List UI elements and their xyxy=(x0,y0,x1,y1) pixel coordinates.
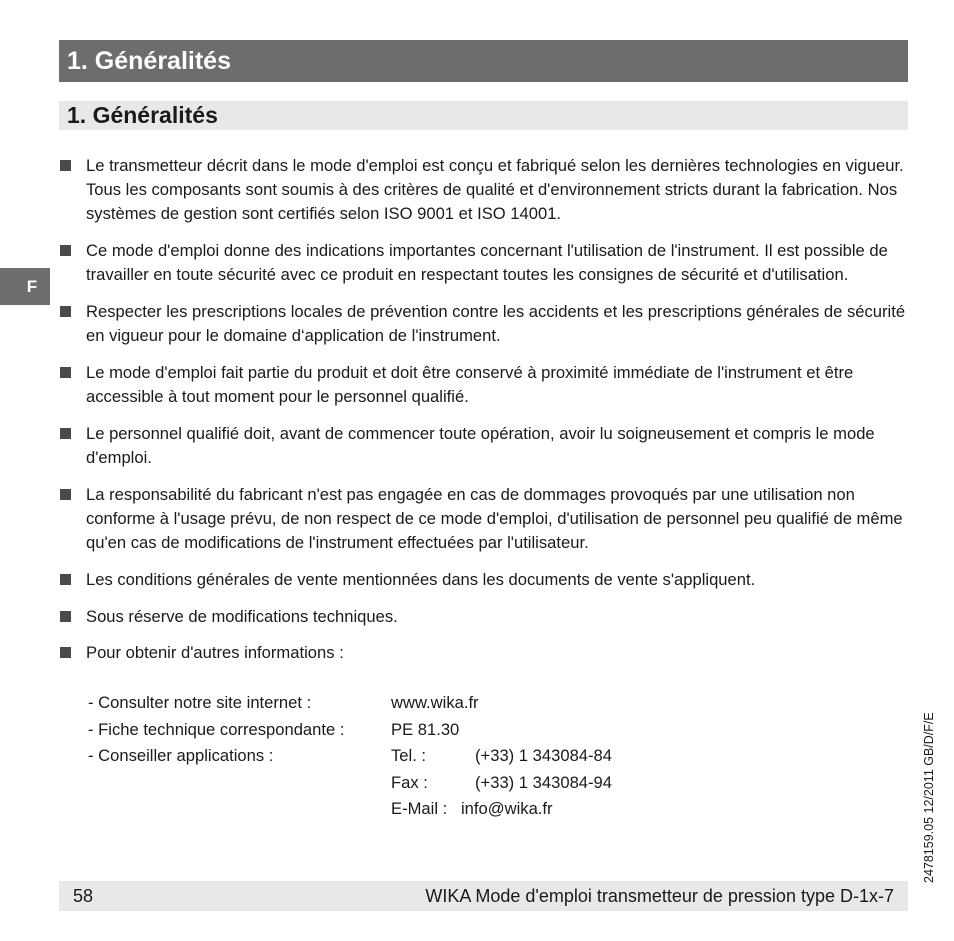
list-item xyxy=(60,568,910,592)
datasheet-label: - Fiche technique correspondante : xyxy=(88,719,345,739)
page-footer xyxy=(59,881,908,911)
list-item xyxy=(60,605,910,629)
fax-value: (+33) 1 343084-94 xyxy=(475,772,613,792)
fax-key: Fax : xyxy=(391,772,428,792)
list-item xyxy=(60,300,910,348)
document-code: 2478159.05 12/2011 GB/D/F/E xyxy=(922,712,936,883)
section-title: 1. Généralités xyxy=(59,101,908,130)
bullet-square-icon xyxy=(60,647,71,658)
list-item xyxy=(60,154,910,227)
footer-doc-title: WIKA Mode d'emploi transmetteur de pression type D-1x-7 xyxy=(425,886,894,906)
datasheet-value: PE 81.30 xyxy=(391,719,460,739)
bullet-text: Ce mode d'emploi donne des indications importantes concernant l'utilisation de l'instrument. Il est possible de travailler en toute sécurité avec ce produit en respectant toutes les consignes de sécurité et d'utilisation. xyxy=(86,241,888,285)
email-key: E-Mail : xyxy=(391,799,448,818)
bullet-square-icon xyxy=(60,160,71,171)
language-tab: F xyxy=(0,268,50,305)
list-item xyxy=(60,641,910,665)
list-item xyxy=(60,422,910,470)
bullet-square-icon xyxy=(60,367,71,378)
bullet-square-icon xyxy=(60,489,71,500)
list-item xyxy=(60,239,910,287)
bullet-text: Sous réserve de modifications techniques. xyxy=(86,606,398,626)
website-label: - Consulter notre site internet : xyxy=(88,693,312,712)
bullet-square-icon xyxy=(60,611,71,622)
bullet-text: Respecter les prescriptions locales de prévention contre les accidents et les prescriptions générales de sécurité en vigueur pour le domaine d‘application de l'instrument. xyxy=(86,302,906,346)
website-link[interactable]: www.wika.fr xyxy=(391,693,479,712)
tel-key: Tel. : xyxy=(391,746,427,765)
list-item xyxy=(60,483,910,556)
bullet-text: Le transmetteur décrit dans le mode d'emploi est conçu et fabriqué selon les dernières technologies en vigueur. Tous les composants sont soumis à des critères de qualité et d'environnement stricts durant la fabrication. Nos systèmes de gestion sont certifiés selon ISO 9001 et ISO 14001. xyxy=(86,156,904,224)
tel-value: (+33) 1 343084-84 xyxy=(475,746,613,765)
bullet-square-icon xyxy=(60,306,71,317)
email-row xyxy=(88,796,612,823)
list-item xyxy=(60,361,910,409)
website-row xyxy=(88,690,612,717)
fax-row xyxy=(88,770,612,797)
bullet-text: La responsabilité du fabricant n'est pas engagée en cas de dommages provoqués par une utilisation non conforme à l'usage prévu, de non respect de ce mode d'emploi, d'utilisation de personnel peu qualifié de même qu'en cas de modifications de l'instrument effectuées par l'utilisateur. xyxy=(86,484,903,553)
contact-info xyxy=(88,690,612,823)
tel-row xyxy=(88,743,612,770)
consultant-label: - Conseiller applications : xyxy=(88,746,274,765)
bullet-square-icon xyxy=(60,245,71,256)
bullet-text: Les conditions générales de vente mentionnées dans les documents de vente s'appliquent. xyxy=(86,569,756,589)
page-number: 58 xyxy=(73,886,94,906)
email-link[interactable]: info@wika.fr xyxy=(461,799,553,818)
bullet-square-icon xyxy=(60,428,71,439)
bullet-square-icon xyxy=(60,574,71,585)
datasheet-row xyxy=(88,717,612,744)
bullet-text: Le personnel qualifié doit, avant de commencer toute opération, avoir lu soigneusement et compris le mode d'emploi. xyxy=(86,423,875,468)
chapter-title: 1. Généralités xyxy=(59,40,908,82)
bullet-list xyxy=(60,154,910,678)
bullet-text: Le mode d'emploi fait partie du produit et doit être conservé à proximité immédiate de l'instrument et être accessible à tout moment pour le personnel qualifié. xyxy=(86,362,854,407)
bullet-text: Pour obtenir d'autres informations : xyxy=(86,643,344,663)
